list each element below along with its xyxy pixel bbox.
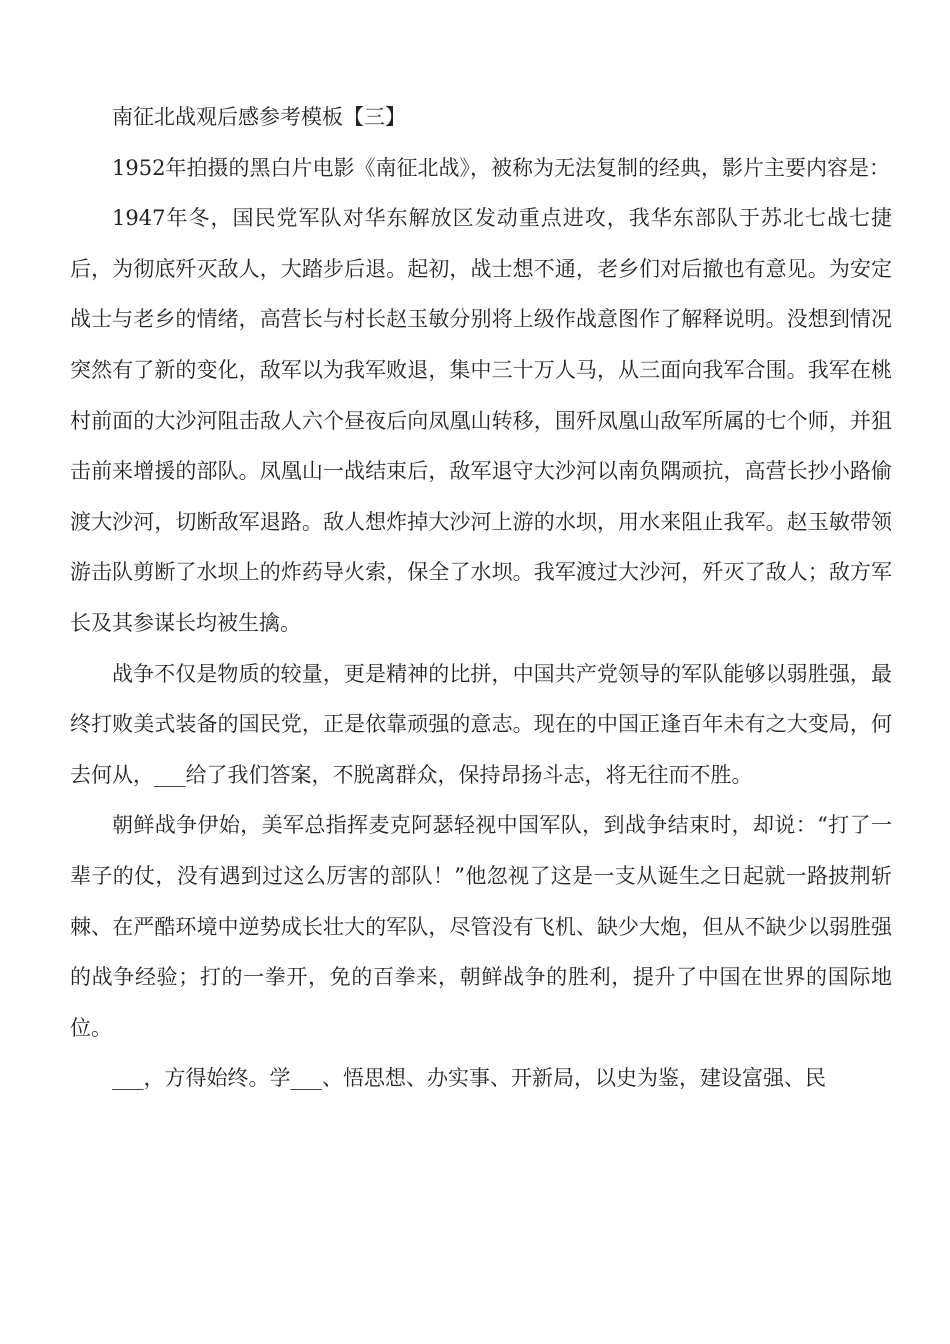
- paragraph-conclusion: ___，方得始终。学___、悟思想、办实事、开新局，以史为鉴，建设富强、民: [112, 1066, 826, 1091]
- document-body: [70, 92, 892, 1104]
- paragraph-spirit: 战争不仅是物质的较量，更是精神的比拼，中国共产党领导的军队能够以弱胜强，最终打败美式装备的国民党，正是依靠顽强的意志。现在的中国正逢百年未有之大变局，何去何从，___给了我们答案，不脱离群众，保持昂扬斗志，将无往而不胜。: [70, 661, 892, 787]
- document-title: 南征北战观后感参考模板【三】: [112, 105, 406, 129]
- paragraph-plot-summary: 1947年冬，国民党军队对华东解放区发动重点进攻，我华东部队于苏北七战七捷后，为彻底歼灭敌人，大踏步后退。起初，战士想不通，老乡们对后撤也有意见。为安定战士与老乡的情绪，高营长与村长赵玉敏分别将上级作战意图作了解释说明。没想到情况突然有了新的变化，敌军以为我军败退，集中三十万人马，从三面向我军合围。我军在桃村前面的大沙河阻击敌人六个昼夜后向凤凰山转移，围歼凤凰山敌军所属的七个师，并狙击前来增援的部队。凤凰山一战结束后，敌军退守大沙河以南负隅顽抗，高营长抄小路偷渡大沙河，切断敌军退路。敌人想炸掉大沙河上游的水坝，用水来阻止我军。赵玉敏带领游击队剪断了水坝上的炸药导火索，保全了水坝。我军渡过大沙河，歼灭了敌人；敌方军长及其参谋长均被生擒。: [70, 206, 892, 635]
- paragraph-korean-war: 朝鲜战争伊始，美军总指挥麦克阿瑟轻视中国军队，到战争结束时，却说：“打了一辈子的仗，没有遇到过这么厉害的部队！”他忽视了这是一支从诞生之日起就一路披荆斩棘、在严酷环境中逆势成长壮大的军队，尽管没有飞机、缺少大炮，但从不缺少以弱胜强的战争经验；打的一拳开，免的百拳来，朝鲜战争的胜利，提升了中国在世界的国际地位。: [70, 813, 892, 1040]
- paragraph-intro: 1952年拍摄的黑白片电影《南征北战》，被称为无法复制的经典，影片主要内容是：: [112, 155, 890, 180]
